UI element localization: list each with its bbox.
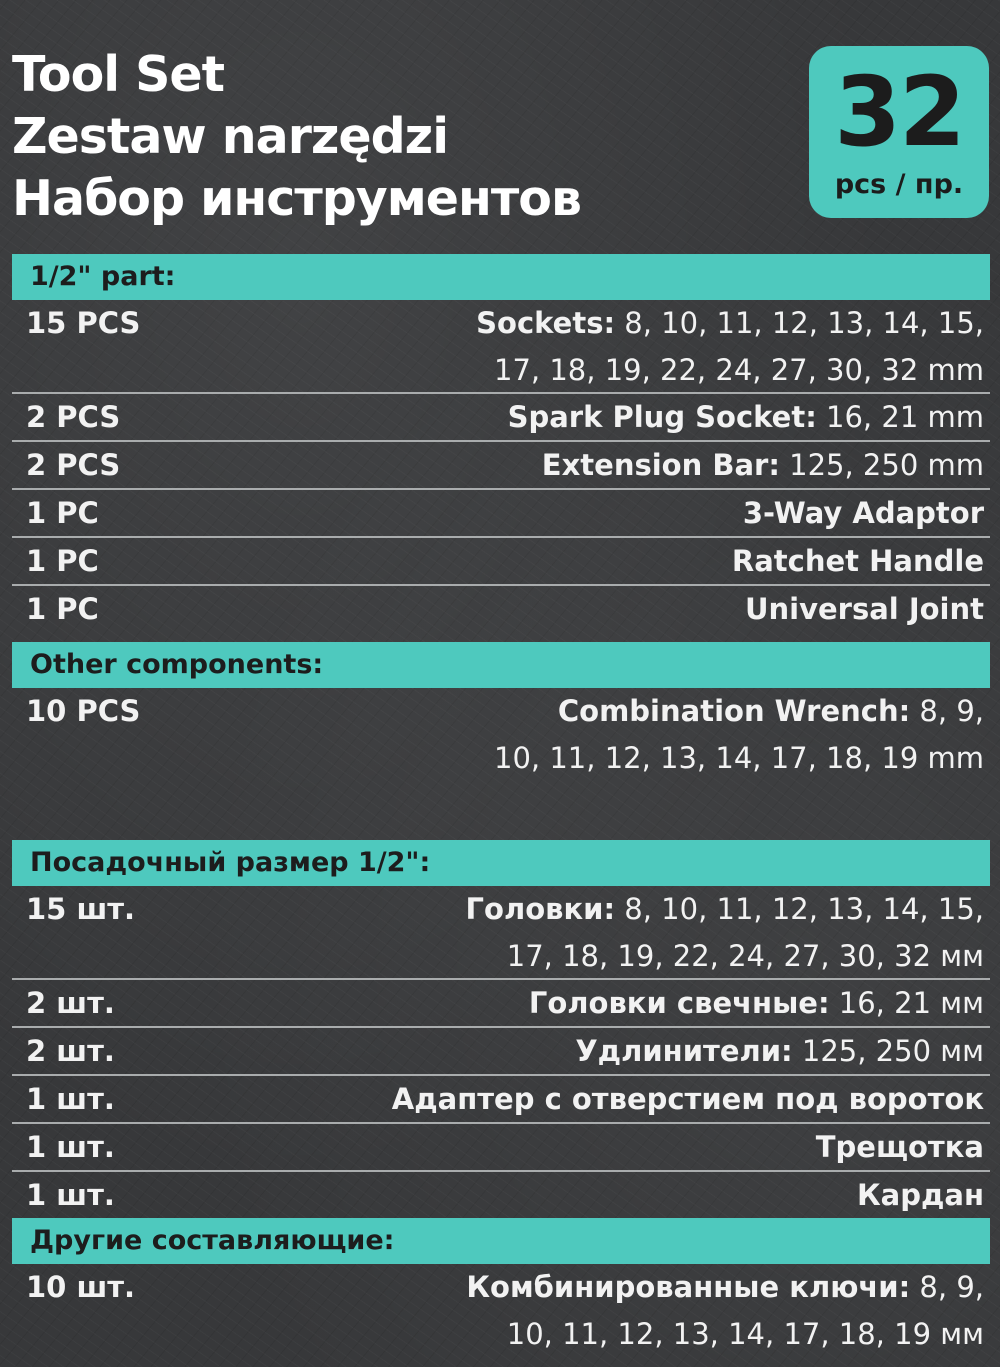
item-values: 8, 9,: [910, 694, 984, 728]
item-desc: [816, 1124, 984, 1171]
item-values: 8, 10, 11, 12, 13, 14, 15,: [615, 892, 984, 926]
section-header: Другие составляющие:: [12, 1218, 990, 1264]
item-desc: [508, 394, 984, 441]
item-desc: [732, 538, 984, 585]
item-qty: 15 PCS: [26, 306, 141, 340]
item-name: Combination Wrench:: [557, 694, 911, 728]
item-desc: [575, 1028, 984, 1075]
list-item: [12, 688, 990, 782]
item-name: Головки свечные:: [528, 986, 830, 1020]
item-name: Комбинированные ключи:: [466, 1270, 911, 1304]
list-item: [12, 442, 990, 490]
item-desc: [529, 980, 984, 1027]
list-item: [12, 394, 990, 442]
title-pl: Zestaw narzędzi: [12, 108, 449, 165]
section-header: Other components:: [12, 642, 990, 688]
item-desc: [494, 688, 984, 782]
item-qty: 2 шт.: [26, 1034, 115, 1068]
section-header: Посадочный размер 1/2":: [12, 840, 990, 886]
item-values: 125, 250 mm: [779, 448, 984, 482]
item-qty: 1 PC: [26, 544, 99, 578]
section-header: 1/2" part:: [12, 254, 990, 300]
item-qty: 1 PC: [26, 592, 99, 626]
section-other-components: [12, 642, 990, 782]
item-name: Ratchet Handle: [731, 544, 984, 578]
section-half-inch-part: [12, 254, 990, 634]
item-desc: [392, 1076, 984, 1123]
item-qty: 2 PCS: [26, 448, 121, 482]
item-name: 3-Way Adaptor: [742, 496, 984, 530]
item-values-cont: 17, 18, 19, 22, 24, 27, 30, 32 мм: [506, 939, 984, 973]
list-item: [12, 1028, 990, 1076]
list-item: [12, 1172, 990, 1220]
item-name: Universal Joint: [744, 592, 984, 626]
item-values: 125, 250 мм: [792, 1034, 984, 1068]
item-values: 16, 21 мм: [829, 986, 984, 1020]
piece-count-badge: [809, 46, 989, 218]
title-en: Tool Set: [12, 46, 225, 103]
list-item: [12, 1264, 990, 1358]
item-desc: [466, 886, 984, 980]
list-item: [12, 586, 990, 634]
item-qty: 2 PCS: [26, 400, 121, 434]
item-desc: [857, 1172, 984, 1219]
item-qty: 10 PCS: [26, 694, 141, 728]
item-name: Головки:: [465, 892, 616, 926]
item-values: 8, 10, 11, 12, 13, 14, 15,: [615, 306, 984, 340]
item-qty: 2 шт.: [26, 986, 115, 1020]
list-item: [12, 538, 990, 586]
item-qty: 1 PC: [26, 496, 99, 530]
item-qty: 1 шт.: [26, 1130, 115, 1164]
section-ru-other-components: [12, 1218, 990, 1358]
item-qty: 15 шт.: [26, 892, 136, 926]
item-name: Адаптер с отверстием под вороток: [391, 1082, 984, 1116]
item-values: 16, 21 mm: [816, 400, 984, 434]
item-values: 8, 9,: [910, 1270, 984, 1304]
list-item: [12, 886, 990, 980]
piece-count-unit: pcs / пр.: [834, 169, 964, 200]
item-name: Кардан: [856, 1178, 984, 1212]
item-name: Трещотка: [815, 1130, 984, 1164]
piece-count: 32: [834, 56, 964, 168]
item-name: Spark Plug Socket:: [507, 400, 817, 434]
item-name: Удлинители:: [575, 1034, 793, 1068]
item-desc: [542, 442, 984, 489]
list-item: [12, 980, 990, 1028]
list-item: [12, 300, 990, 394]
item-desc: [466, 1264, 984, 1358]
item-name: Extension Bar:: [541, 448, 780, 482]
item-desc: [476, 300, 984, 394]
item-qty: 1 шт.: [26, 1082, 115, 1116]
list-item: [12, 1124, 990, 1172]
title-block: [12, 44, 581, 230]
item-qty: 10 шт.: [26, 1270, 136, 1304]
item-name: Sockets:: [476, 306, 616, 340]
item-qty: 1 шт.: [26, 1178, 115, 1212]
item-values-cont: 10, 11, 12, 13, 14, 17, 18, 19 мм: [506, 1317, 984, 1351]
item-values-cont: 17, 18, 19, 22, 24, 27, 30, 32 mm: [494, 353, 984, 387]
item-desc: [745, 586, 984, 633]
list-item: [12, 1076, 990, 1124]
item-values-cont: 10, 11, 12, 13, 14, 17, 18, 19 mm: [494, 741, 984, 775]
title-ru: Набор инструментов: [12, 170, 581, 227]
list-item: [12, 490, 990, 538]
item-desc: [743, 490, 984, 537]
section-ru-half-inch: [12, 840, 990, 1220]
